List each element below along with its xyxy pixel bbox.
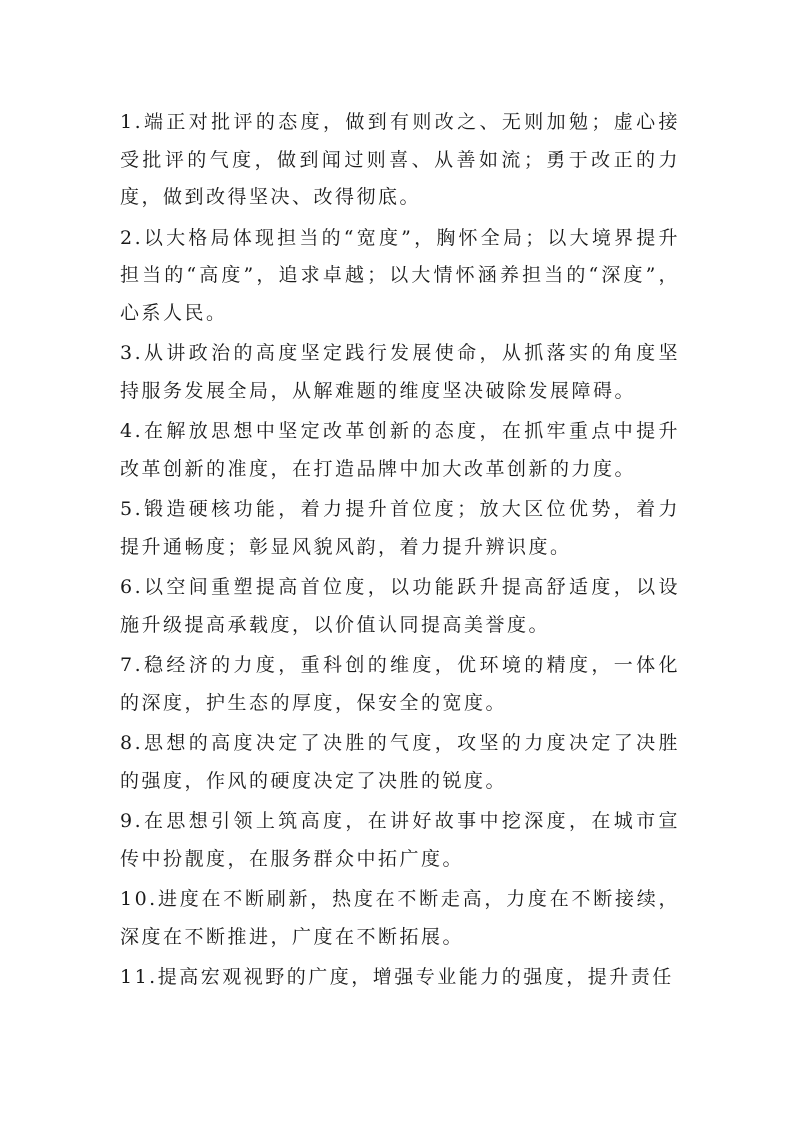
paragraph-2: 2.以大格局体现担当的“宽度”，胸怀全局；以大境界提升担当的“高度”，追求卓越；以大情怀涵养担当的“深度”，心系人民。 (120, 226, 680, 324)
paragraph-11: 11.提高宏观视野的广度，增强专业能力的强度，提升责任 (120, 966, 674, 988)
paragraph-6: 6.以空间重塑提高首位度，以功能跃升提高舒适度，以设施升级提高承载度，以价值认同提高美誉度。 (120, 576, 680, 636)
paragraph-3: 3.从讲政治的高度坚定践行发展使命，从抓落实的角度坚持服务发展全局，从解难题的维度坚决破除发展障碍。 (120, 342, 680, 402)
paragraph-10: 10.进度在不断刷新，热度在不断走高，力度在不断接续，深度在不断推进，广度在不断拓展。 (120, 888, 680, 948)
paragraph-7: 7.稳经济的力度，重科创的维度，优环境的精度，一体化的深度，护生态的厚度，保安全的宽度。 (120, 654, 680, 714)
document-body (120, 104, 680, 1000)
paragraph-9: 9.在思想引领上筑高度，在讲好故事中挖深度，在城市宣传中扮靓度，在服务群众中拓广度。 (120, 810, 680, 870)
paragraph-5: 5.锻造硬核功能，着力提升首位度；放大区位优势，着力提升通畅度；彰显风貌风韵，着力提升辨识度。 (120, 498, 680, 558)
paragraph-8: 8.思想的高度决定了决胜的气度，攻坚的力度决定了决胜的强度，作风的硬度决定了决胜的锐度。 (120, 732, 680, 792)
paragraph-4: 4.在解放思想中坚定改革创新的态度，在抓牢重点中提升改革创新的准度，在打造品牌中加大改革创新的力度。 (120, 420, 680, 480)
paragraph-1: 1.端正对批评的态度，做到有则改之、无则加勉；虚心接受批评的气度，做到闻过则喜、从善如流；勇于改正的力度，做到改得坚决、改得彻底。 (120, 111, 680, 208)
